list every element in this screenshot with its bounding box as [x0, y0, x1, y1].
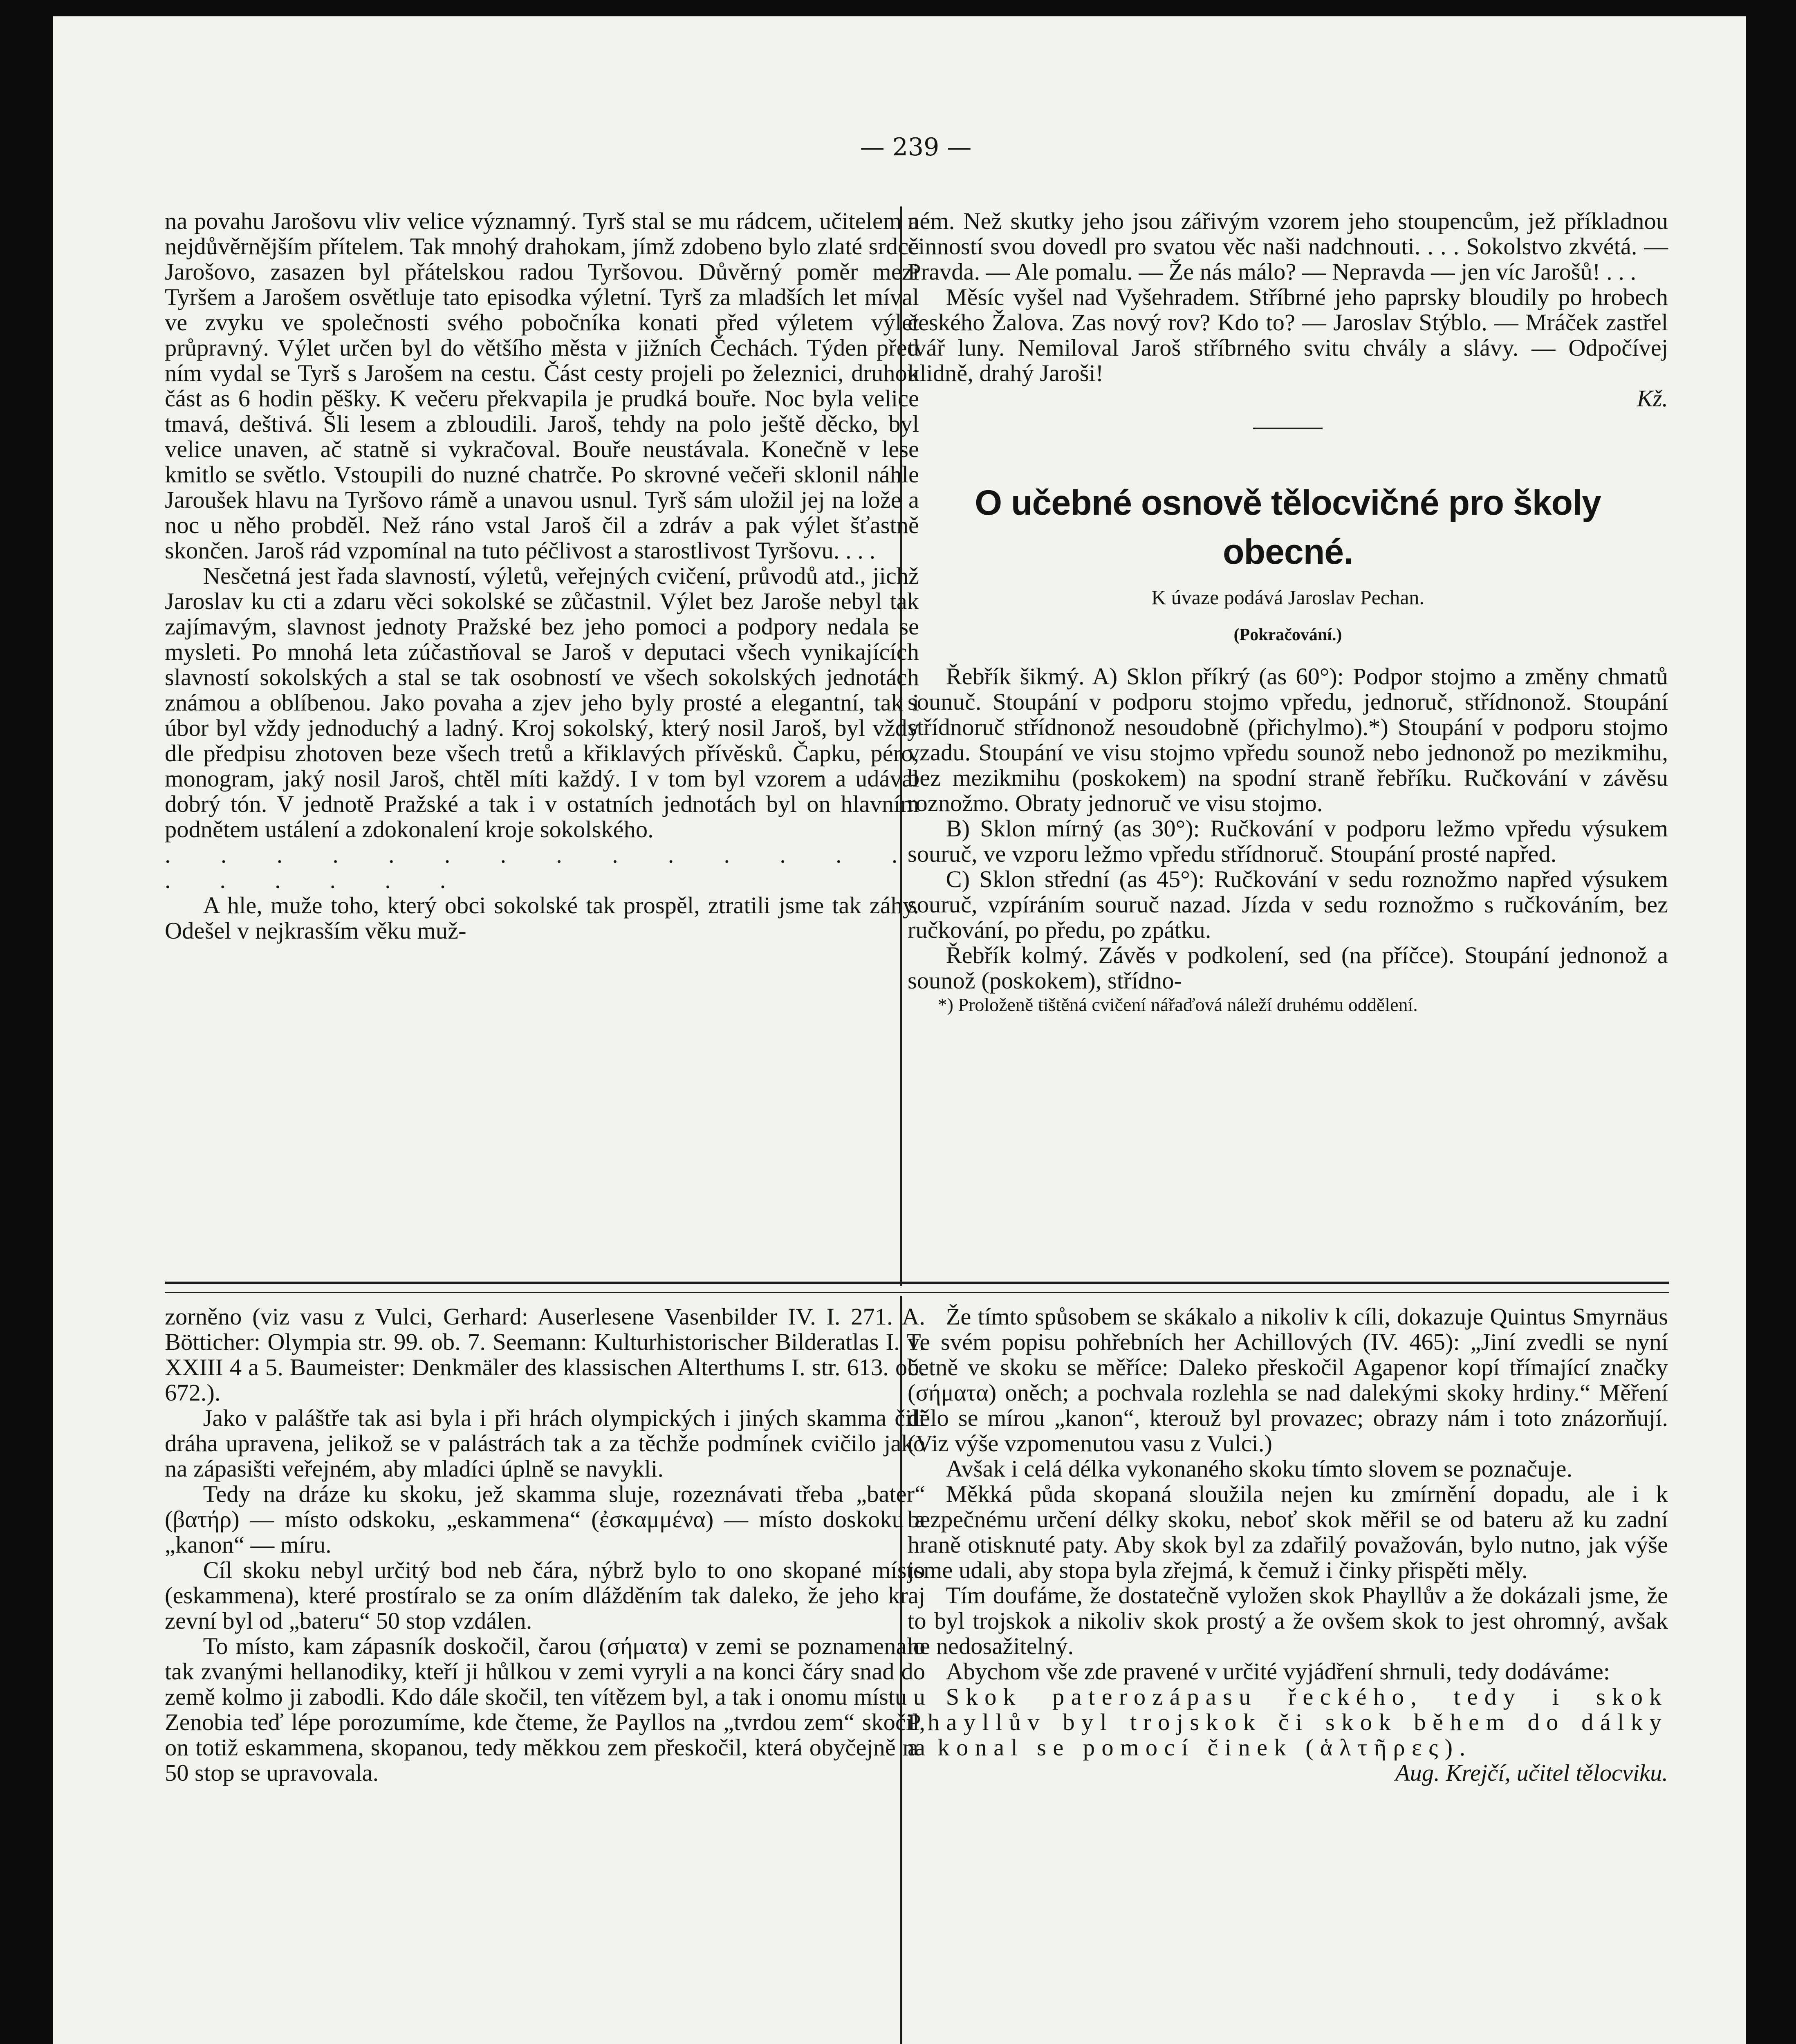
section-rule-thin	[165, 1292, 1669, 1293]
ellipsis-divider: . . . . . . . . . . . . . . . . . . . .	[165, 841, 919, 893]
paragraph: To místo, kam zápasník doskočil, čarou (σήματα) v zemi se poznamenalo tak zvanými hellanodiky, kteří ji hůlkou v zemi vyryli a na konci čáry snad do země kolmo ji zabodli. Kdo dále skočil, ten vítězem byl, a tak i onomu místu u Zenobia teď lépe porozumíme, kde čteme, že Payllos na „tvrdou zem“ skočil, on totiž eskammena, skopanou, tedy měkkou zem přeskočil, která obyčejně na 50 stop se upravovala.	[165, 1633, 925, 1786]
paragraph: Abychom vše zde pravené v určité vyjádření shrnuli, tedy dodáváme:	[946, 1658, 1610, 1685]
continued-label: (Pokračování.)	[1233, 625, 1342, 644]
paragraph: Tím doufáme, že dostatečně vyložen skok Phayllův a že dokázali jsme, že to byl trojskok a nikoliv skok prostý a že ovšem skok to jest ohromný, avšak ne nedosažitelný.	[908, 1582, 1668, 1659]
paragraph: Že tímto spůsobem se skákalo a nikoliv k cíli, dokazuje Quintus Smyrnäus ve svém popisu pohřebních her Achillových (IV. 465): „Jiní zvedli se nyní četně ve skoku se měříce: Daleko přeskočil Agapenor kopí třímající značky (σήματα) oněch; a pochvala rozlehla se nad dalekými skoky hrdiny.“ Měření dělo se mírou „kanon“, kterouž byl provazec; obrazy nám i toto znázorňují. (Viz výše vzpomenutou vasu z Vulci.)	[908, 1303, 1668, 1457]
paragraph: na povahu Jarošovu vliv velice významný. Tyrš stal se mu rádcem, učitelem a nejdůvěrnějším přítelem. Tak mnohý drahokam, jímž zdobeno bylo zlaté srdce Jarošovo, zasazen byl přátelskou radou Tyršovou. Důvěrný poměr mezi Tyršem a Jarošem osvětluje tato episodka výletní. Tyrš za mladších let míval ve zvyku ve společnosti svého pobočníka konati před výletem výlet průpravný. Výlet určen byl do většího města v jižních Čechách. Týden před ním vydal se Tyrš s Jarošem na cestu. Část cesty projeli po železnici, druhou část as 6 hodin pěšky. K večeru překvapila je prudká bouře. Noc byla velice tmavá, deštivá. Šli lesem a zbloudili. Jaroš, tehdy na polo ještě děcko, byl velice unaven, ač statně si vykračoval. Bouře neustávala. Konečně v lese kmitlo se světlo. Vstoupili do nuzné chatrče. Po skrovné večeři sklonil náhle Jaroušek hlavu na Tyršovo rámě a unavou usnul. Tyrš sám uložil jej na lože a noc u něho probděl. Než ráno vstal Jaroš čil a zdráv a pak výlet šťastně skončen. Jaroš rád vzpomínal na tuto péčlivost a starostlivost Tyršovu. . . .	[165, 208, 919, 564]
section-rule	[1253, 428, 1323, 429]
left-column-top	[165, 208, 919, 1255]
paragraph: Řebřík kolmý. Závěs v podkolení, sed (na příčce). Stoupání jednonož a sounož (poskokem), střídno-	[908, 942, 1668, 994]
paragraph: Měkká půda skopaná sloužila nejen ku zmírnění dopadu, ale i k bezpečnému určení délky skoku, neboť skok měřil se od bateru až ku zadní hraně otisknuté paty. Aby skok byl za zdařilý považován, bylo nutno, jak výše jsme udali, aby stopa byla zřejmá, k čemuž i činky přispěti měly.	[908, 1481, 1668, 1583]
signature: Aug. Krejčí, učitel tělocviku.	[1395, 1759, 1668, 1786]
footnote: *) Proloženě tištěná cvičení nářaďová náleží druhému oddělení.	[937, 994, 1418, 1015]
paragraph: Cíl skoku nebyl určitý bod neb čára, nýbrž bylo to ono skopané místo (eskammena), které prostíralo se za oním dlážděním tak daleko, že jeho kraj zevní byl od „bateru“ 50 stop vzdálen.	[165, 1557, 925, 1634]
paragraph: ném. Než skutky jeho jsou zářivým vzorem jeho stoupencům, jež příkladnou činností svou dovedl pro svatou věc naši nadchnouti. . . . Sokolstvo zkvétá. — Pravda. — Ale pomalu. — Že nás málo? — Nepravda — jen víc Jarošů! . . .	[908, 208, 1668, 285]
page-number: — 239 —	[860, 133, 972, 161]
paragraph: C) Sklon střední (as 45°): Ručkování v sedu roznožmo napřed výsukem souruč, vzpíráním souruč nazad. Jízda v sedu roznožmo s ručkováním, bez ručkování, po předu, po zpátku.	[908, 866, 1668, 943]
paragraph: B) Sklon mírný (as 30°): Ručkování v podporu ležmo vpředu výsukem souruč, ve vzporu ležmo vpředu střídnoruč. Stoupání prosté napřed.	[908, 815, 1668, 867]
right-column-top	[908, 208, 1668, 1271]
paragraph: Skok paterozápasu řeckého, tedy i skok Phayllův byl trojskok či skok během do dálky a konal se pomocí činek (ἁλτῆρες).	[908, 1683, 1668, 1761]
author-initials: Kž.	[1637, 385, 1668, 412]
page	[53, 16, 1746, 2044]
paragraph: A hle, muže toho, který obci sokolské tak prospěl, ztratili jsme tak záhy. Odešel v nejkrasším věku muž-	[165, 892, 919, 944]
article-title: O učebné osnově tělocvičné pro školy obecné.	[975, 483, 1601, 572]
paragraph: Avšak i celá délka vykonaného skoku tímto slovem se poznačuje.	[946, 1455, 1573, 1482]
paragraph: zorněno (viz vasu z Vulci, Gerhard: Auserlesene Vasenbilder IV. I. 271. A. Bötticher: Olympia str. 99. ob. 7. Seemann: Kulturhistorischer Bilderatlas I. T. XXIII 4 a 5. Baumeister: Denkmäler des klassischen Alterthums I. str. 613. ob. 672.).	[165, 1303, 925, 1406]
section-rule-thick	[165, 1282, 1669, 1284]
paragraph: Řebřík šikmý. A) Sklon příkrý (as 60°): Podpor stojmo a změny chmatů sounuč. Stoupání v podporu stojmo vpředu, jednoruč, střídnonož. Stoupání střídnoruč střídnonož nesoudobně (přichylmo).*) Stoupání v podporu stojmo vzadu. Stoupání ve visu stojmo vpředu sounož nebo jednonož po mezikmihu, bez mezikmihu (poskokem) na spodní straně řebříku. Ručkování v závěsu roznožmo. Obraty jednoruč ve visu stojmo.	[908, 663, 1668, 816]
left-column-bottom	[165, 1304, 925, 2044]
paragraph: Nesčetná jest řada slavností, výletů, veřejných cvičení, průvodů atd., jichž Jaroslav ku cti a zdaru věci sokolské se zůčastnil. Výlet bez Jaroše nebyl tak zajímavým, slavnost jednoty Pražské bez jeho pomoci a podpory nedala se mysleti. Po mnohá leta zúčastňoval se Jaroš v deputaci všech vynikajících slavností sokolských a stal se tak osobností ve všech sokolských jednotách známou a oblíbenou. Jako povaha a zjev jeho byly prosté a elegantní, tak i úbor byl vždy jednoduchý a ladný. Kroj sokolský, který nosil Jaroš, byl vždy dle předpisu zhotoven beze všech tretů a křiklavých přívěsků. Čapku, péro, monogram, jaký nosil Jaroš, chtěl míti každý. I v tom byl vzorem a udával dobrý tón. V jednotě Pražské a tak i v ostatních jednotách byl on hlavním podnětem ustálení a zdokonalení kroje sokolského.	[165, 563, 919, 843]
paragraph: Jako v paláštře tak asi byla i při hrách olympických i jiných skamma čili dráha upravena, jelikož se v palástrách tak a za těchže podmínek cvičilo jako na zápasišti veřejném, aby mladíci úplně se navykli.	[165, 1405, 925, 1482]
paragraph: Tedy na dráze ku skoku, jež skamma sluje, rozeznávati třeba „bater“ (βατήρ) — místo odskoku, „eskammena“ (ἐσκαμμένα) — místo doskoku a „kanon“ — míru.	[165, 1481, 925, 1558]
right-column-bottom	[908, 1304, 1668, 2044]
article-byline: K úvaze podává Jaroslav Pechan.	[1151, 586, 1424, 609]
paragraph: Měsíc vyšel nad Vyšehradem. Stříbrné jeho paprsky bloudily po hrobech českého Žalova. Zas nový rov? Kdo to? — Jaroslav Stýblo. — Mráček zastřel tvář luny. Nemiloval Jaroš stříbrného svitu chvály a slávy. — Odpočívej klidně, drahý Jaroši!	[908, 284, 1668, 386]
